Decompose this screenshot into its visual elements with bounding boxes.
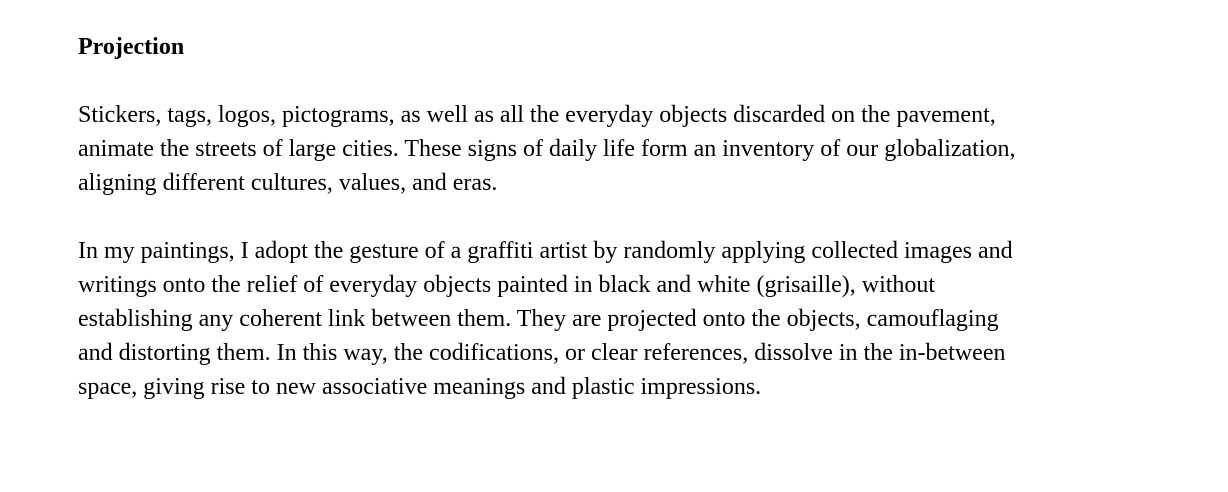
paragraph-line: space, giving rise to new associative meanings and plastic impressions. — [78, 374, 762, 400]
paragraph-line: aligning different cultures, values, and eras. — [78, 170, 498, 196]
paragraph-2 — [78, 234, 1178, 404]
paragraph-line: In my paintings, I adopt the gesture of a graffiti artist by randomly applying collected images and — [78, 238, 1013, 264]
paragraph-1 — [78, 98, 1178, 200]
paragraph-line: animate the streets of large cities. These signs of daily life form an inventory of our globalization, — [78, 136, 1016, 162]
paragraph-line: and distorting them. In this way, the codifications, or clear references, dissolve in the in-between — [78, 340, 1006, 366]
paragraph-line: Stickers, tags, logos, pictograms, as well as all the everyday objects discarded on the pavement, — [78, 102, 996, 128]
paragraph-line: establishing any coherent link between them. They are projected onto the objects, camouflaging — [78, 306, 999, 332]
document-title: Projection — [78, 34, 185, 60]
paragraph-line: writings onto the relief of everyday objects painted in black and white (grisaille), without — [78, 272, 936, 298]
document-body — [78, 30, 1178, 438]
